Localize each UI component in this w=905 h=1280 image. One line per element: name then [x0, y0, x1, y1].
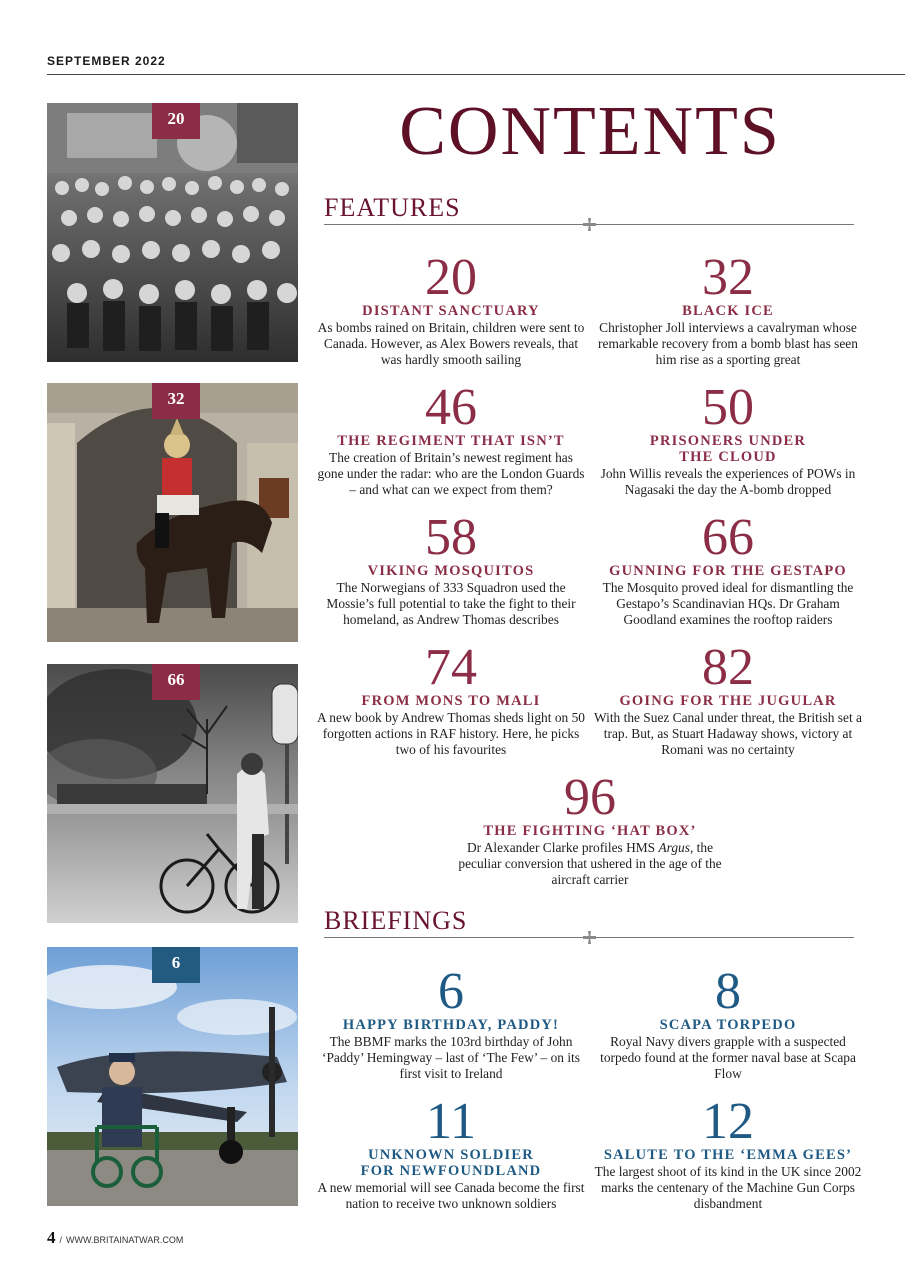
section-heading-features: FEATURES	[324, 193, 461, 222]
contents-entry[interactable]	[316, 379, 586, 499]
entry-title: HAPPY BIRTHDAY, PADDY!	[342, 1017, 560, 1033]
entry-page-number: 11	[425, 1093, 477, 1150]
photo-page-tag: 32	[152, 383, 200, 419]
issue-date: SEPTEMBER 2022	[47, 54, 166, 68]
entry-description: A new book by Andrew Thomas sheds light on 50 forgotten actions in RAF history. Here, he picks two of his favourites	[317, 710, 585, 758]
entry-description: The Norwegians of 333 Squadron used the Mossie’s full potential to take the fight to their homeland, as Andrew Thomas describes	[326, 580, 576, 628]
entry-title: GOING FOR THE JUGULAR	[619, 693, 837, 709]
contents-entry[interactable]	[316, 963, 586, 1083]
entry-title: THE REGIMENT THAT ISN’T	[337, 433, 565, 449]
entry-page-number: 32	[702, 249, 754, 306]
footer-separator: /	[59, 1235, 63, 1245]
entry-page-number: 20	[425, 249, 477, 306]
entry-description: With the Suez Canal under threat, the British set a trap. But, as Stuart Hadaway shows, victory at Romani was no certainty	[594, 710, 862, 758]
contents-entry[interactable]	[316, 509, 586, 629]
contents-entry[interactable]	[316, 249, 586, 369]
entry-page-number: 6	[438, 963, 464, 1020]
page-title: CONTENTS	[399, 93, 781, 170]
contents-entry[interactable]	[593, 509, 863, 629]
entry-title: DISTANT SANCTUARY	[362, 303, 540, 319]
entry-title: BLACK ICE	[682, 303, 774, 319]
photo-veteran-spitfire	[47, 947, 298, 1206]
photo-page-tag: 66	[152, 664, 200, 700]
entry-description: The Mosquito proved ideal for dismantling the Gestapo’s Scandinavian HQs. Dr Graham Goodland examines the rooftop raiders	[602, 580, 854, 628]
website-url[interactable]: WWW.BRITAINATWAR.COM	[66, 1235, 184, 1245]
entry-description: The largest shoot of its kind in the UK since 2002 marks the centenary of the Machine Gun Corps disbandment	[594, 1164, 862, 1212]
section-heading-briefings: BRIEFINGS	[324, 906, 468, 935]
entry-description: The BBMF marks the 103rd birthday of John ‘Paddy’ Hemingway – last of ‘The Few’ – on its first visit to Ireland	[322, 1034, 580, 1082]
entry-description: Royal Navy divers grapple with a suspected torpedo found at the former naval base at Scapa Flow	[600, 1034, 856, 1082]
contents-entry[interactable]	[593, 1093, 863, 1213]
entry-description: Dr Alexander Clarke profiles HMS Argus, the peculiar conversion that ushered in the age of the aircraft carrier	[458, 840, 722, 888]
header-rule	[47, 74, 905, 75]
entry-description: As bombs rained on Britain, children were sent to Canada. However, as Alex Bowers reveals, that was hardly smooth sailing	[317, 320, 585, 368]
photo-page-tag: 6	[152, 947, 200, 983]
entry-title: VIKING MOSQUITOS	[367, 563, 535, 579]
entry-page-number: 96	[564, 769, 616, 826]
contents-entry[interactable]	[593, 379, 863, 498]
entry-page-number: 58	[425, 509, 477, 566]
entry-page-number: 50	[702, 379, 754, 436]
entry-page-number: 46	[425, 379, 477, 436]
entry-description: Christopher Joll interviews a cavalryman whose remarkable recovery from a bomb blast has seen him rise as a sporting great	[598, 320, 858, 368]
entry-page-number: 66	[702, 509, 754, 566]
photo-evacuees	[47, 103, 298, 362]
entry-title: FROM MONS TO MALI	[361, 693, 541, 709]
entry-title: UNKNOWN SOLDIER FOR NEWFOUNDLAND	[360, 1147, 542, 1179]
photo-cyclist-smoke	[47, 664, 298, 923]
cross-ornament-icon	[583, 931, 596, 944]
photo-page-tag: 20	[152, 103, 200, 139]
entry-description: The creation of Britain’s newest regiment has gone under the radar: who are the London Guards – and what can we expect from them?	[317, 450, 585, 498]
entry-title: SALUTE TO THE ‘EMMA GEES’	[603, 1147, 853, 1163]
entry-page-number: 8	[715, 963, 741, 1020]
entry-page-number: 12	[702, 1093, 754, 1150]
contents-entry[interactable]	[316, 1093, 586, 1212]
photo-horse-guard	[47, 383, 298, 642]
page-footer	[47, 1228, 183, 1248]
contents-entry[interactable]	[593, 963, 863, 1083]
entry-page-number: 74	[425, 639, 477, 696]
contents-entry[interactable]	[593, 249, 863, 369]
entry-page-number: 82	[702, 639, 754, 696]
contents-entry[interactable]	[316, 639, 586, 759]
entry-title: SCAPA TORPEDO	[659, 1017, 797, 1033]
page-number: 4	[47, 1228, 56, 1247]
contents-entry[interactable]	[455, 769, 725, 889]
entry-description: John Willis reveals the experiences of POWs in Nagasaki the day the A-bomb dropped	[600, 466, 856, 498]
cross-ornament-icon	[583, 218, 596, 231]
contents-entry[interactable]	[593, 639, 863, 759]
entry-description: A new memorial will see Canada become the first nation to receive two unknown soldiers	[317, 1180, 585, 1212]
entry-title: PRISONERS UNDER THE CLOUD	[649, 433, 807, 465]
entry-title: GUNNING FOR THE GESTAPO	[609, 563, 847, 579]
entry-title: THE FIGHTING ‘HAT BOX’	[483, 823, 697, 839]
